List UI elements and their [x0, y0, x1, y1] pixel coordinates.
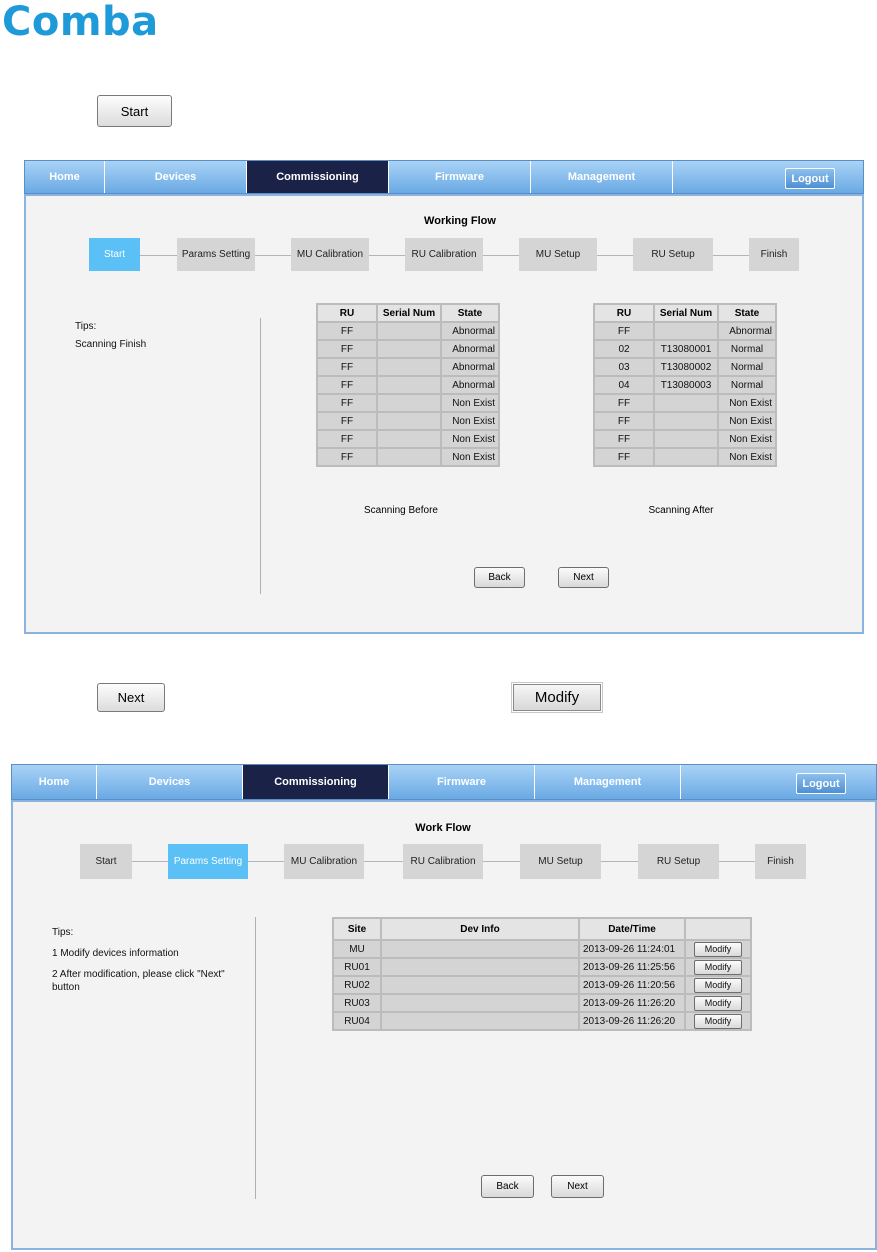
- tab-firmware[interactable]: Firmware: [389, 161, 531, 193]
- tab-home[interactable]: Home: [12, 765, 97, 799]
- cell: [655, 449, 717, 465]
- tips-2: [52, 926, 242, 994]
- step-connector: [255, 255, 291, 256]
- table-row: [318, 323, 498, 339]
- caption-before: Scanning Before: [364, 505, 438, 516]
- col-dev-info: Dev Info: [382, 919, 578, 939]
- modify-button[interactable]: Modify: [694, 1014, 742, 1029]
- col-ru: RU: [595, 305, 653, 321]
- cell: 04: [595, 377, 653, 393]
- cell-site: RU04: [334, 1013, 380, 1029]
- step-connector: [713, 255, 749, 256]
- cell: FF: [318, 395, 376, 411]
- step-mu-setup[interactable]: MU Setup: [520, 844, 601, 879]
- cell: [378, 377, 440, 393]
- doc-next-button[interactable]: Next: [97, 683, 165, 712]
- table-row: [595, 377, 775, 393]
- table-header-row: [318, 305, 498, 321]
- step-connector: [140, 255, 177, 256]
- cell: Non Exist: [719, 413, 775, 429]
- cell-action: [686, 959, 750, 975]
- table-row: [595, 395, 775, 411]
- workflow-title-2: Work Flow: [415, 822, 471, 834]
- cell: Abnormal: [442, 359, 498, 375]
- tab-commissioning[interactable]: Commissioning: [243, 765, 389, 799]
- cell: Non Exist: [719, 449, 775, 465]
- cell: Abnormal: [719, 323, 775, 339]
- modify-button[interactable]: Modify: [694, 960, 742, 975]
- nav-bar-1: [24, 160, 864, 194]
- cell-site: RU03: [334, 995, 380, 1011]
- step-connector: [601, 861, 638, 862]
- tips-title: Tips:: [52, 927, 74, 938]
- tab-devices[interactable]: Devices: [97, 765, 243, 799]
- cell-action: [686, 1013, 750, 1029]
- tips-title: Tips:: [75, 321, 97, 332]
- step-connector: [248, 861, 284, 862]
- cell-dev-info: [382, 995, 578, 1011]
- cell-action: [686, 995, 750, 1011]
- table-row: [595, 359, 775, 375]
- cell-datetime: 2013-09-26 11:24:01: [580, 941, 684, 957]
- table-row: [318, 341, 498, 357]
- cell: T13080002: [655, 359, 717, 375]
- cell-datetime: 2013-09-26 11:26:20: [580, 1013, 684, 1029]
- cell-dev-info: [382, 1013, 578, 1029]
- cell: [378, 449, 440, 465]
- step-connector: [364, 861, 403, 862]
- table-row: [334, 977, 750, 993]
- cell: [655, 431, 717, 447]
- table-row: [595, 323, 775, 339]
- logout-button[interactable]: Logout: [796, 773, 846, 794]
- tab-commissioning[interactable]: Commissioning: [247, 161, 389, 193]
- cell: T13080003: [655, 377, 717, 393]
- modify-button[interactable]: Modify: [694, 942, 742, 957]
- scan-before-table: [316, 303, 500, 467]
- cell: [655, 395, 717, 411]
- cell-datetime: 2013-09-26 11:20:56: [580, 977, 684, 993]
- table-header-row: [595, 305, 775, 321]
- cell: 03: [595, 359, 653, 375]
- cell: FF: [595, 449, 653, 465]
- cell: [378, 431, 440, 447]
- table-row: [334, 941, 750, 957]
- divider-2: [255, 917, 256, 1199]
- cell: [378, 341, 440, 357]
- cell: Normal: [719, 359, 775, 375]
- table-row: [318, 449, 498, 465]
- device-table: [332, 917, 752, 1031]
- back-button-2[interactable]: Back: [481, 1175, 534, 1198]
- next-button-1[interactable]: Next: [558, 567, 609, 588]
- cell: FF: [595, 431, 653, 447]
- table-row: [595, 449, 775, 465]
- cell: [378, 359, 440, 375]
- col-ru: RU: [318, 305, 376, 321]
- nav-bar-2: [11, 764, 877, 800]
- step-connector: [483, 255, 519, 256]
- tab-firmware[interactable]: Firmware: [389, 765, 535, 799]
- scan-after-table: [593, 303, 777, 467]
- cell: FF: [318, 359, 376, 375]
- cell: FF: [318, 413, 376, 429]
- divider-1: [260, 318, 261, 594]
- cell: Non Exist: [442, 431, 498, 447]
- cell: [378, 395, 440, 411]
- cell: [378, 413, 440, 429]
- cell-action: [686, 941, 750, 957]
- cell: FF: [318, 377, 376, 393]
- step-start[interactable]: Start: [89, 238, 140, 271]
- tip-2: 2 After modification, please click "Next" button: [52, 969, 225, 993]
- col-datetime: Date/Time: [580, 919, 684, 939]
- cell-site: MU: [334, 941, 380, 957]
- cell: [655, 323, 717, 339]
- table-row: [318, 431, 498, 447]
- cell: FF: [595, 323, 653, 339]
- workflow-title-1: Working Flow: [424, 215, 496, 227]
- step-finish[interactable]: Finish: [749, 238, 799, 271]
- step-params-setting[interactable]: Params Setting: [168, 844, 248, 879]
- cell: Non Exist: [442, 413, 498, 429]
- table-row: [595, 431, 775, 447]
- cell: Abnormal: [442, 377, 498, 393]
- step-mu-calibration[interactable]: MU Calibration: [284, 844, 364, 879]
- step-params-setting[interactable]: Params Setting: [177, 238, 255, 271]
- col-state: State: [442, 305, 498, 321]
- table-row: [334, 1013, 750, 1029]
- cell: Non Exist: [442, 395, 498, 411]
- table-row: [595, 413, 775, 429]
- step-finish[interactable]: Finish: [755, 844, 806, 879]
- cell-datetime: 2013-09-26 11:25:56: [580, 959, 684, 975]
- modify-button[interactable]: Modify: [694, 996, 742, 1011]
- col-action: [686, 919, 750, 939]
- tab-home[interactable]: Home: [25, 161, 105, 193]
- cell: FF: [318, 431, 376, 447]
- table-header-row: [334, 919, 750, 939]
- cell: FF: [595, 413, 653, 429]
- table-row: [318, 359, 498, 375]
- cell: 02: [595, 341, 653, 357]
- step-mu-setup[interactable]: MU Setup: [519, 238, 597, 271]
- tab-devices[interactable]: Devices: [105, 161, 247, 193]
- col-serial: Serial Num: [378, 305, 440, 321]
- nav-spacer: [681, 765, 876, 799]
- cell: FF: [318, 323, 376, 339]
- step-connector: [719, 861, 755, 862]
- tab-management[interactable]: Management: [535, 765, 681, 799]
- table-row: [318, 413, 498, 429]
- cell: Non Exist: [719, 395, 775, 411]
- cell-site: RU01: [334, 959, 380, 975]
- table-row: [334, 959, 750, 975]
- cell-dev-info: [382, 959, 578, 975]
- cell: Normal: [719, 341, 775, 357]
- col-state: State: [719, 305, 775, 321]
- cell-dev-info: [382, 941, 578, 957]
- cell: Non Exist: [719, 431, 775, 447]
- step-ru-setup[interactable]: RU Setup: [638, 844, 719, 879]
- cell: Abnormal: [442, 323, 498, 339]
- tips-text: Scanning Finish: [75, 339, 147, 350]
- cell-site: RU02: [334, 977, 380, 993]
- cell: FF: [318, 341, 376, 357]
- step-ru-calibration[interactable]: RU Calibration: [405, 238, 483, 271]
- tip-1: 1 Modify devices information: [52, 948, 179, 959]
- cell: [378, 323, 440, 339]
- logout-button[interactable]: Logout: [785, 168, 835, 189]
- cell-datetime: 2013-09-26 11:26:20: [580, 995, 684, 1011]
- table-row: [318, 395, 498, 411]
- tab-management[interactable]: Management: [531, 161, 673, 193]
- cell-dev-info: [382, 977, 578, 993]
- step-mu-calibration[interactable]: MU Calibration: [291, 238, 369, 271]
- cell-action: [686, 977, 750, 993]
- col-serial: Serial Num: [655, 305, 717, 321]
- col-site: Site: [334, 919, 380, 939]
- cell: FF: [595, 395, 653, 411]
- table-row: [595, 341, 775, 357]
- step-connector: [597, 255, 633, 256]
- table-row: [318, 377, 498, 393]
- step-start[interactable]: Start: [80, 844, 132, 879]
- cell: [655, 413, 717, 429]
- cell: Normal: [719, 377, 775, 393]
- doc-start-button[interactable]: Start: [97, 95, 172, 127]
- cell: FF: [318, 449, 376, 465]
- step-ru-calibration[interactable]: RU Calibration: [403, 844, 483, 879]
- cell: Abnormal: [442, 341, 498, 357]
- caption-after: Scanning After: [648, 505, 714, 516]
- back-button-1[interactable]: Back: [474, 567, 525, 588]
- cell: T13080001: [655, 341, 717, 357]
- table-row: [334, 995, 750, 1011]
- next-button-2[interactable]: Next: [551, 1175, 604, 1198]
- step-connector: [132, 861, 168, 862]
- comba-logo: Comba: [2, 0, 159, 45]
- step-ru-setup[interactable]: RU Setup: [633, 238, 713, 271]
- doc-modify-button[interactable]: Modify: [513, 684, 601, 711]
- step-connector: [369, 255, 405, 256]
- tips-1: [75, 318, 245, 354]
- step-connector: [483, 861, 520, 862]
- nav-spacer: [673, 161, 863, 193]
- cell: Non Exist: [442, 449, 498, 465]
- modify-button[interactable]: Modify: [694, 978, 742, 993]
